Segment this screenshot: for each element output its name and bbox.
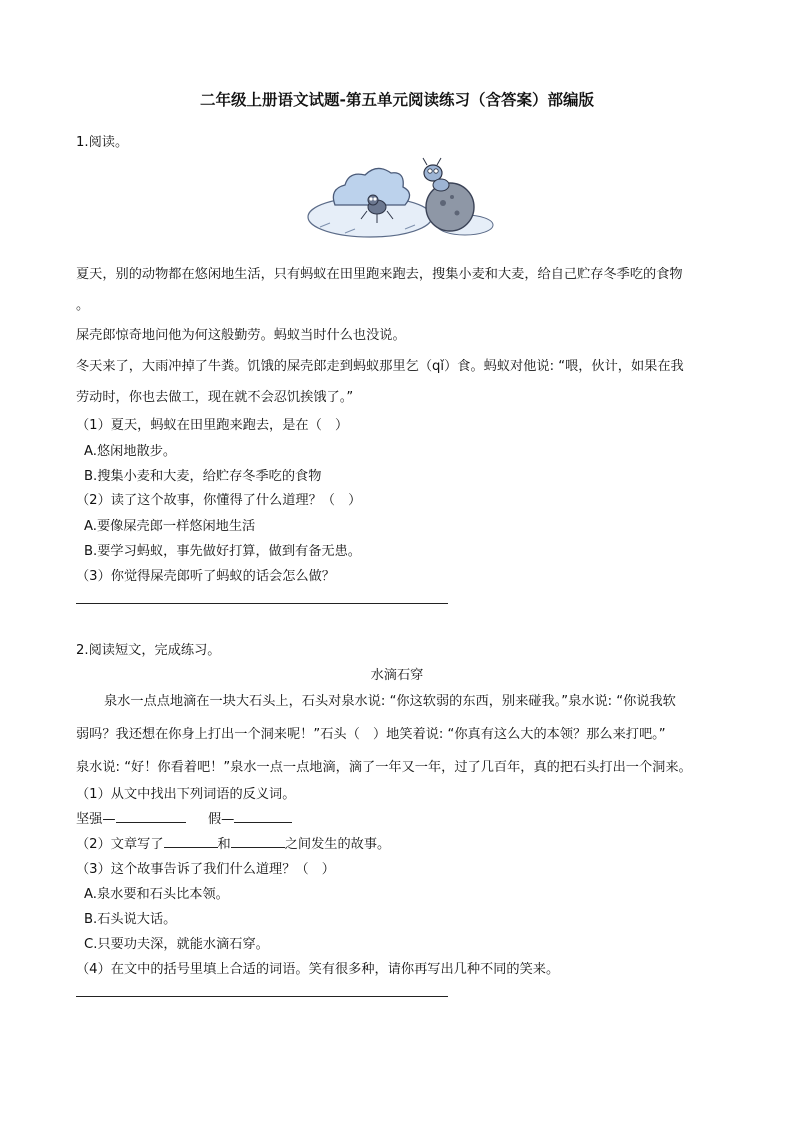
q1-paragraph-3: 冬天来了，大雨冲掉了牛粪。饥饿的屎壳郎走到蚂蚁那里乞（qǐ）食。蚂蚁对他说: “喂，伙计，如果在我: [76, 359, 684, 374]
ant-and-dung-beetle-illustration: [305, 155, 495, 245]
story-line-3: 泉水说: “好！你看着吧！”泉水一点一点地滴，滴了一年又一年，过了几百年，真的把石头打出一个洞来。: [76, 760, 692, 775]
q2-heading: 2.阅读短文，完成练习。: [76, 643, 221, 658]
q1-sub1-question: （1）夏天，蚂蚁在田里跑来跑去，是在（ ）: [76, 418, 349, 433]
q2-sub1-antonyms: [76, 808, 292, 827]
q2-answer-line[interactable]: [76, 996, 448, 997]
story-line-1: 泉水一点点地滴在一块大石头上，石头对泉水说: “你这软弱的东西，别来碰我。”泉水说: “你说我软: [104, 694, 676, 709]
q1-sub2-question: （2）读了这个故事，你懂得了什么道理？（ ）: [76, 493, 362, 508]
antonym-blank-2[interactable]: [234, 810, 292, 823]
q1-sub3-question: （3）你觉得屎壳郎听了蚂蚁的话会怎么做？: [76, 569, 335, 584]
q1-sub2-option-a: A.要像屎壳郎一样悠闲地生活: [84, 519, 256, 534]
q1-paragraph-1: 夏天，别的动物都在悠闲地生活，只有蚂蚁在田里跑来跑去，搜集小麦和大麦，给自己贮存冬季吃的食物: [76, 267, 683, 282]
q1-heading: 1.阅读。: [76, 135, 129, 150]
q2-sub1-question: （1）从文中找出下列词语的反义词。: [76, 787, 296, 802]
story-line-2: 弱吗？我还想在你身上打出一个洞来呢！”石头（ ）地笑着说: “你真有这么大的本领？那么来打吧。”: [76, 727, 666, 742]
q1-paragraph-2: 屎壳郎惊奇地问他为何这般勤劳。蚂蚁当时什么也没说。: [76, 328, 406, 343]
q2-sub3-question: （3）这个故事告诉了我们什么道理？（ ）: [76, 862, 335, 877]
q1-paragraph-1-end: 。: [76, 298, 90, 313]
q2-sub2-question: [76, 833, 390, 852]
fill-blank-1[interactable]: [164, 835, 218, 848]
q1-paragraph-3-cont: 劳动时，你也去做工，现在就不会忍饥挨饿了。”: [76, 390, 354, 405]
q2-sub4-question: （4）在文中的括号里填上合适的词语。笑有很多种，请你再写出几种不同的笑来。: [76, 962, 560, 977]
q1-answer-line[interactable]: [76, 603, 448, 604]
antonym-prompt-1: 坚强—: [76, 812, 116, 827]
story-title: 水滴石穿: [370, 668, 424, 683]
antonym-blank-1[interactable]: [116, 810, 186, 823]
q2-sub3-option-b: B.石头说大话。: [84, 912, 177, 927]
page-title: 二年级上册语文试题-第五单元阅读练习（含答案）部编版: [200, 91, 594, 109]
q2-sub2-prefix: （2）文章写了: [76, 837, 164, 852]
q2-sub2-suffix: 之间发生的故事。: [284, 837, 391, 852]
q1-sub1-option-a: A.悠闲地散步。: [84, 444, 177, 459]
q1-sub1-option-b: B.搜集小麦和大麦，给贮存冬季吃的食物: [84, 469, 322, 484]
q1-sub2-option-b: B.要学习蚂蚁，事先做好打算，做到有备无患。: [84, 544, 361, 559]
q2-sub3-option-c: C.只要功夫深，就能水滴石穿。: [84, 937, 269, 952]
q2-sub3-option-a: A.泉水要和石头比本领。: [84, 887, 229, 902]
fill-blank-2[interactable]: [231, 835, 285, 848]
antonym-prompt-2: 假—: [207, 812, 235, 827]
q2-sub2-mid: 和: [217, 837, 231, 852]
